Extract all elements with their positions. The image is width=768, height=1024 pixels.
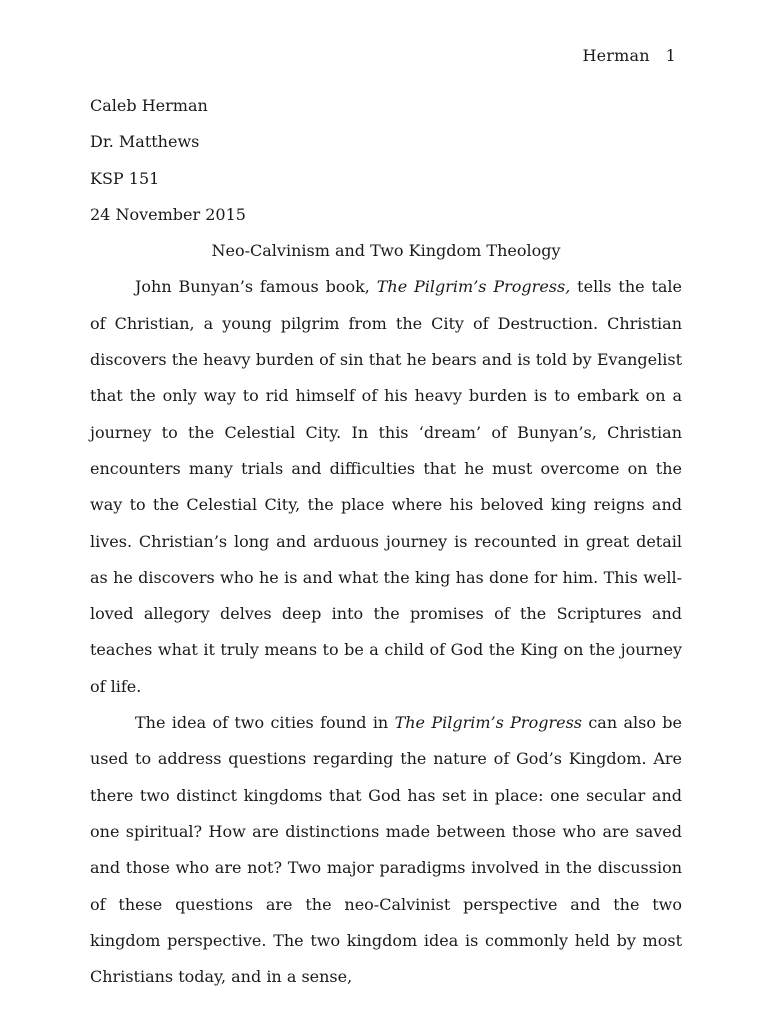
paper-title: Neo-Calvinism and Two Kingdom Theology (211, 241, 561, 261)
instructor-name: Dr. Matthews (90, 132, 200, 152)
paragraph-1 (90, 269, 682, 705)
paragraph-1-intro: John Bunyan’s famous book, (135, 277, 377, 297)
page-number: 1 (665, 46, 676, 65)
paragraph-1-text: tells the tale of Christian, a young pilgrim from the City of Destruction. Christian discovers the heavy burden of sin that he bears and is told by Evangelist that the only way to rid himself of his heavy burden is to embark on a journey to the Celestial City. In this ‘dream’ of Bunyan’s, Christian encounters many trials and difficulties that he must overcome on the way to the Celestial City, the place where his beloved king reigns and lives. Christian’s long and arduous journey is recounted in great detail as he discovers who he is and what the king has done for him. This well-loved allegory delves deep into the promises of the Scriptures and teaches what it truly means to be a child of God the King on the journey of life. (90, 277, 683, 696)
course-code: KSP 151 (90, 168, 160, 188)
book-title-1: The Pilgrim’s Progress, (376, 277, 571, 297)
document-body (90, 88, 682, 995)
paragraph-2 (90, 705, 682, 995)
paragraph-2-text: can also be used to address questions regarding the nature of God’s Kingdom. Are there two distinct kingdoms that God has set in place: one secular and one spiritual? How are distinctions made between those who are saved and those who are not? Two major paradigms involved in the discussion of these questions are the neo-Calvinist perspective and the two kingdom perspective. The two kingdom idea is commonly held by most Christians today, and in a sense, (90, 713, 683, 987)
book-title-2: The Pilgrim’s Progress (394, 713, 582, 733)
submission-date: 24 November 2015 (90, 204, 246, 224)
running-header (582, 44, 676, 68)
student-name: Caleb Herman (90, 96, 208, 115)
paragraph-2-intro: The idea of two cities found in (135, 713, 395, 733)
header-surname: Herman (582, 46, 650, 65)
